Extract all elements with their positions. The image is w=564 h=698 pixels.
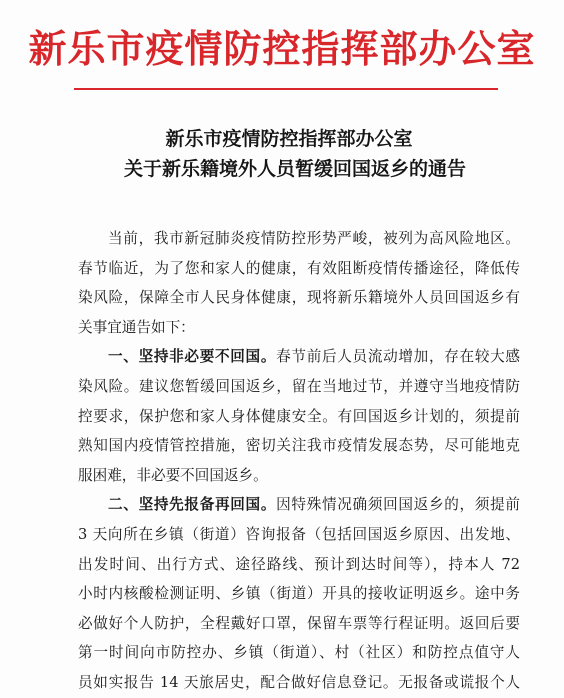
section-1-line: 服困难，非必要不回国返乡。 bbox=[78, 466, 268, 484]
notice-title-line-2: 关于新乐籍境外人员暂缓回国返乡的通告 bbox=[123, 158, 466, 180]
notice-title-line-1: 新乐市疫情防控指挥部办公室 bbox=[165, 128, 413, 150]
intro-line: 当前，我市新冠肺炎疫情防控形势严峻，被列为高风险地区。 bbox=[108, 230, 520, 247]
intro-line: 关事宜通告如下： bbox=[78, 318, 195, 336]
section-1-heading: 一、坚持非必要不回国。 bbox=[108, 348, 277, 366]
letterhead-red-rule bbox=[74, 88, 498, 90]
section-2-line: 3 天向所在乡镇（街道）咨询报备（包括回国返乡原因、出发地、 bbox=[78, 525, 520, 543]
intro-line: 染风险，保障全市人民身体健康，现将新乐籍境外人员回国返乡有 bbox=[78, 289, 520, 307]
notice-body bbox=[78, 224, 520, 698]
section-2-line: 员如实报告 14 天旅居史，配合做好信息登记。无报备或谎报个人 bbox=[78, 673, 520, 691]
section-2-first-line bbox=[78, 490, 520, 520]
section-2-line: 出发时间、出行方式、途径路线、预计到达时间等），持本人 72 bbox=[78, 555, 520, 573]
section-1-line: 染风险。建议您暂缓回国返乡，留在当地过节，并遵守当地疫情防 bbox=[78, 377, 520, 395]
letterhead-title: 新乐市疫情防控指挥部办公室 bbox=[28, 26, 536, 71]
section-2-line: 必做好个人防护，全程戴好口罩，保留车票等行程证明。返回后要 bbox=[78, 614, 520, 632]
section-1-line: 熟知国内疫情管控措施，密切关注我市疫情发展态势，尽可能地克 bbox=[78, 437, 520, 455]
section-2-line: 小时内核酸检测证明、乡镇（街道）开具的接收证明返乡。途中务 bbox=[78, 585, 520, 603]
intro-line: 春节临近，为了您和家人的健康，有效阻断疫情传播途径，降低传 bbox=[78, 259, 520, 277]
section-1-first-line bbox=[78, 342, 520, 372]
section-1-line: 控要求，保护您和家人身体健康安全。有回国返乡计划的，须提前 bbox=[78, 407, 520, 425]
section-2-line: 第一时间向市防控办、乡镇（街道）、村（社区）和防控点值守人 bbox=[78, 644, 520, 662]
section-2-text: 因特殊情况确须回国返乡的，须提前 bbox=[276, 496, 520, 514]
section-2-heading: 二、坚持先报备再回国。 bbox=[108, 496, 277, 514]
section-1-text: 春节前后人员流动增加，存在较大感 bbox=[276, 348, 520, 366]
